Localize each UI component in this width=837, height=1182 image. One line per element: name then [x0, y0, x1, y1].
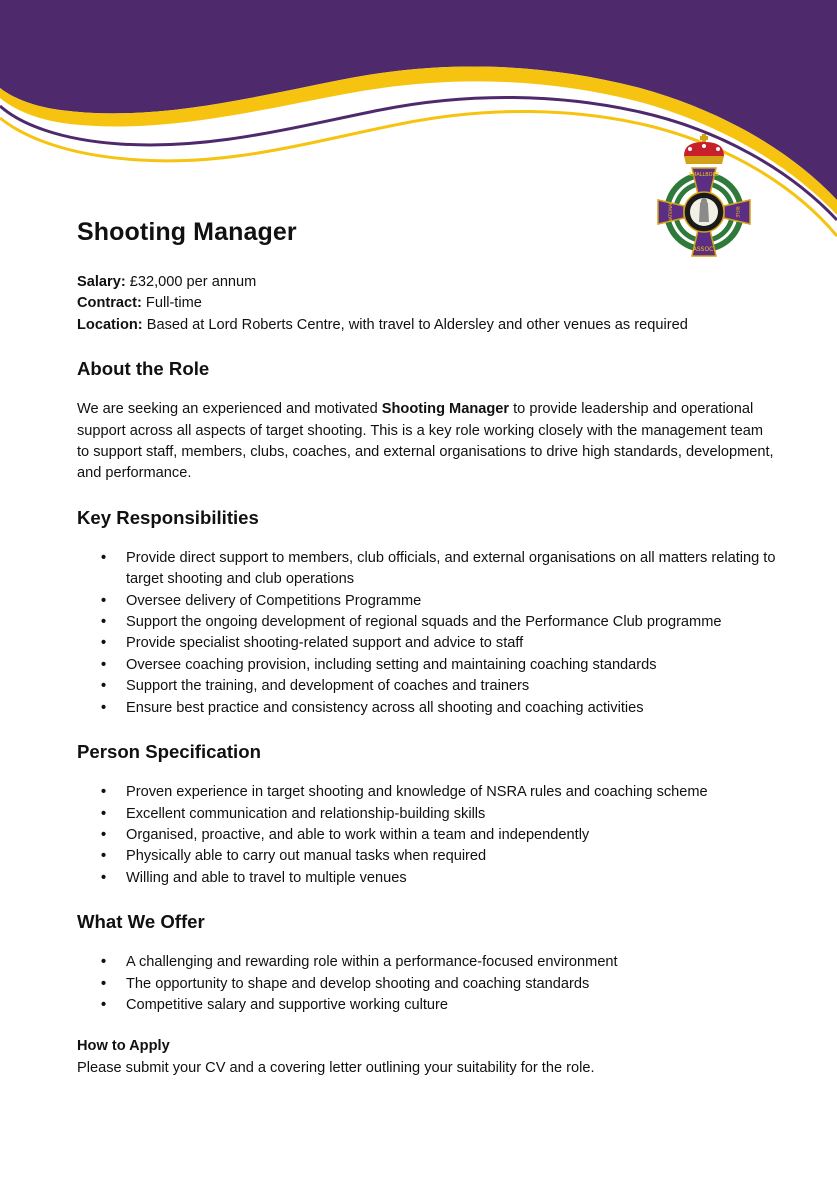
list-item-text: Oversee coaching provision, including setting and maintaining coaching standards — [126, 656, 657, 673]
person-spec-section — [77, 739, 777, 889]
contract-label: Contract: — [77, 295, 142, 312]
crest-text-left: NATIONAL — [668, 201, 673, 223]
list-item — [77, 952, 777, 973]
contract-line — [77, 293, 777, 314]
about-section — [77, 356, 777, 485]
salary-value: £32,000 per annum — [125, 274, 257, 290]
location-label: Location: — [77, 316, 143, 333]
about-heading: About the Role — [77, 358, 210, 380]
list-item-text: Oversee delivery of Competitions Programme — [126, 592, 422, 609]
person-spec-list — [77, 782, 777, 889]
bullet-icon: • — [101, 678, 107, 695]
list-item — [77, 655, 777, 676]
salary-label: Salary: — [77, 274, 126, 290]
about-text-end: to provide leadership and operational support across all aspects of target shooting. This is a key role working closely with the management team to support staff, members, clubs, coaches, and external organisations to drive high standards, development, and performance. — [77, 401, 774, 482]
list-item-text: Provide specialist shooting-related support and advice to staff — [126, 635, 524, 652]
bullet-icon: • — [101, 635, 107, 652]
salary-line — [77, 272, 777, 293]
list-item — [77, 995, 777, 1016]
offer-list — [77, 952, 777, 1016]
crest-text-bottom: ASSOC. — [692, 246, 716, 253]
crest-text-right: RIFLE — [735, 206, 740, 218]
apply-section — [77, 1036, 777, 1079]
list-item — [77, 676, 777, 697]
responsibilities-list — [77, 548, 777, 719]
list-item-text: Proven experience in target shooting and knowledge of NSRA rules and coaching scheme — [126, 784, 708, 801]
list-item-text: Organised, proactive, and able to work within a team and independently — [126, 826, 590, 843]
list-item — [77, 698, 777, 719]
apply-heading — [77, 1036, 777, 1057]
list-item-text: Ensure best practice and consistency across all shooting and coaching activities — [126, 699, 644, 716]
responsibilities-section — [77, 505, 777, 719]
list-item-text: Willing and able to travel to multiple venues — [126, 869, 407, 886]
about-text-start: We are seeking an experienced and motivated — [77, 401, 382, 418]
apply-text: Please submit your CV and a covering letter outlining your suitability for the role. — [77, 1059, 595, 1076]
bullet-icon: • — [101, 699, 107, 716]
crown-icon — [684, 134, 724, 164]
list-item — [77, 804, 777, 825]
bullet-icon: • — [101, 954, 107, 971]
list-item-text: A challenging and rewarding role within a performance-focused environment — [126, 954, 618, 971]
list-item — [77, 846, 777, 867]
list-item-text: Competitive salary and supportive working culture — [126, 996, 449, 1013]
contract-value: Full-time — [141, 295, 202, 312]
bullet-icon: • — [101, 784, 107, 801]
bullet-icon: • — [101, 869, 107, 886]
job-description — [77, 214, 777, 1079]
offer-heading: What We Offer — [77, 911, 205, 933]
location-line — [77, 315, 777, 336]
bullet-icon: • — [101, 549, 107, 566]
list-item — [77, 868, 777, 889]
list-item-text: The opportunity to shape and develop shooting and coaching standards — [126, 975, 590, 992]
bullet-icon: • — [101, 614, 107, 631]
list-item — [77, 591, 777, 612]
list-item — [77, 633, 777, 654]
list-item-text: Physically able to carry out manual tasks when required — [126, 848, 487, 865]
crest-text-top: SMALLBORE — [688, 172, 720, 178]
list-item — [77, 612, 777, 633]
bullet-icon: • — [101, 975, 107, 992]
responsibilities-heading: Key Responsibilities — [77, 506, 259, 528]
bullet-icon: • — [101, 996, 107, 1013]
about-text-bold: Shooting Manager — [381, 401, 510, 418]
list-item — [77, 825, 777, 846]
list-item-text: Support the ongoing development of regional squads and the Performance Club programme — [126, 614, 722, 631]
bullet-icon: • — [101, 592, 107, 609]
list-item — [77, 548, 777, 591]
bullet-icon: • — [101, 826, 107, 843]
bullet-icon: • — [101, 656, 107, 673]
apply-heading-text: How to Apply — [77, 1038, 170, 1055]
page-title: Shooting Manager — [77, 218, 297, 246]
list-item — [77, 974, 777, 995]
offer-section — [77, 909, 777, 1016]
bullet-icon: • — [101, 848, 107, 865]
list-item-text: Support the training, and development of coaches and trainers — [126, 678, 530, 695]
list-item — [77, 782, 777, 803]
about-text — [77, 399, 777, 485]
list-item-text: Provide direct support to members, club officials, and external organisations on all matters relating to target shooting and club operations — [126, 549, 776, 588]
bullet-icon: • — [101, 805, 107, 822]
location-value: Based at Lord Roberts Centre, with travel to Aldersley and other venues as required — [142, 316, 688, 333]
list-item-text: Excellent communication and relationship-building skills — [126, 805, 486, 822]
person-spec-heading: Person Specification — [77, 741, 261, 763]
